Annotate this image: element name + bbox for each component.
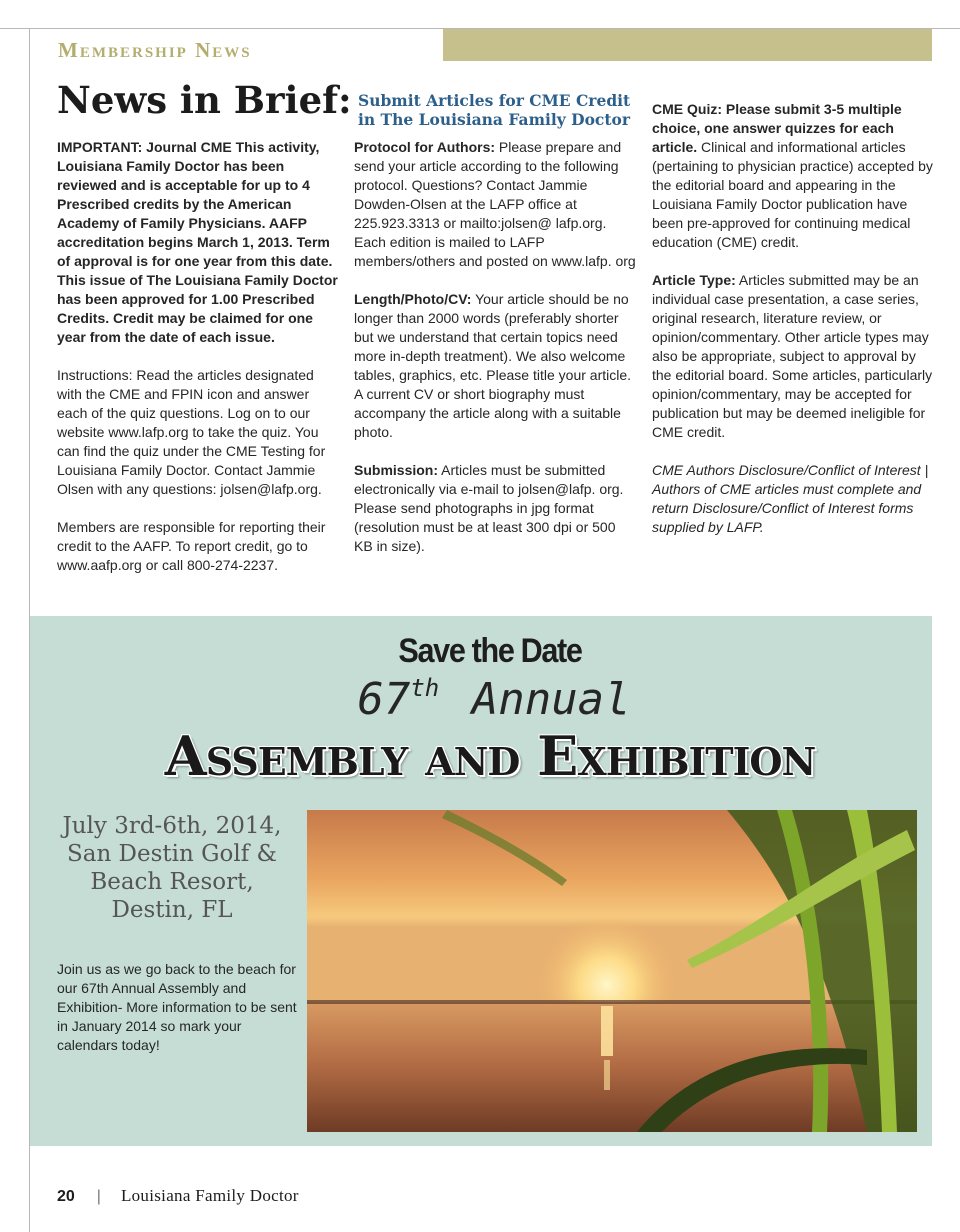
- event-venue-line-1: San Destin Golf &: [66, 841, 278, 867]
- annual-number: 67: [357, 674, 411, 725]
- protocol-label: Protocol for Authors:: [354, 139, 496, 155]
- event-date-line: July 3rd-6th, 2014,: [62, 813, 282, 839]
- save-the-date-heading: Save the Date: [398, 632, 582, 670]
- column-journal-cme: [57, 138, 339, 594]
- instructions-paragraph: Instructions: Read the articles designated with the CME and FPIN icon and answer each of the quiz questions. Log on to our website www.lafp.org to take the quiz. You can find the quiz under the CME Testing for Louisiana Family Doctor. Contact Jammie Olsen with any questions: jolsen@lafp.org.: [57, 367, 326, 497]
- protocol-paragraph: [354, 138, 636, 271]
- important-notice: IMPORTANT: Journal CME This activity, Louisiana Family Doctor has been reviewed and is acceptable for up to 4 Prescribed credits by the American Academy of Family Physicians. AAFP accreditation begins March 1, 2013. Term of approval is for one year from this date. This issue of The Louisiana Family Doctor has been approved for 1.00 Prescribed Credits. Credit may be claimed for one year from the date of each issue.: [57, 139, 338, 345]
- submission-label: Submission:: [354, 462, 439, 478]
- annual-ordinal: th: [410, 674, 440, 702]
- article-type-paragraph: [652, 271, 934, 442]
- event-city-line: Destin, FL: [111, 897, 233, 923]
- page-title: News in Brief:: [57, 78, 352, 122]
- column-submit-articles: [354, 138, 636, 575]
- beach-sunset-photo: [307, 810, 917, 1132]
- annual-heading: [0, 674, 960, 725]
- quiz-paragraph: [652, 100, 934, 252]
- article-type-text: Articles submitted may be an individual case presentation, a case series, original research, literature review, or opinion/commentary. Other article types may also be appropriate, subject to approval by the editorial board. Some articles, particularly opinion/commentary, may be accepted for publication but may be deemed ineligible for CME credit.: [652, 272, 933, 440]
- publication-name: Louisiana Family Doctor: [120, 1186, 299, 1205]
- length-text: Your article should be no longer than 2000 words (preferably shorter but we understand that certain topics need more in-depth treatment). We also welcome tables, graphics, etc. Please title your article. A current CV or short biography must accompany the article along with a suitable photo.: [354, 291, 632, 440]
- footer-separator: |: [96, 1188, 101, 1205]
- submission-text: Articles must be submitted electronically via e-mail to jolsen@lafp. org. Please send photographs in jpg format (resolution must be at least 300 dpi or 500 KB in size).: [354, 462, 624, 554]
- protocol-text: Please prepare and send your article according to the following protocol. Questions? Contact Jammie Dowden-Olsen at the LAFP office at 225.923.3313 or mailto:jolsen@ lafp.org. Each edition is mailed to LAFP members/others and posted on www.lafp. org: [354, 139, 636, 269]
- length-paragraph: [354, 290, 636, 442]
- disclosure-paragraph: CME Authors Disclosure/Conflict of Interest | Authors of CME articles must complete and return Disclosure/Conflict of Interest forms supplied by LAFP.: [652, 462, 929, 535]
- header-accent-bar: [443, 29, 932, 61]
- article-type-label: Article Type:: [652, 272, 736, 288]
- length-label: Length/Photo/CV:: [354, 291, 472, 307]
- assembly-heading: Assembly and Exhibition: [164, 724, 816, 788]
- submit-articles-title: Submit Articles for CME Credit in The Louisiana Family Doctor: [358, 91, 631, 129]
- quiz-text: Clinical and informational articles (pertaining to physician practice) accepted by the editorial board and appearing in the Louisiana Family Doctor publication have been pre-approved for continuing medical education (CME) credit.: [652, 139, 933, 250]
- event-date-location: [50, 812, 294, 924]
- column-cme-quiz: [652, 100, 934, 556]
- annual-word: Annual: [471, 674, 631, 725]
- section-kicker: Membership News: [58, 38, 252, 62]
- event-description: Join us as we go back to the beach for our 67th Annual Assembly and Exhibition- More information to be sent in January 2014 so mark your calendars today!: [57, 961, 297, 1053]
- event-venue-line-2: Beach Resort,: [90, 869, 254, 895]
- submission-paragraph: [354, 461, 636, 556]
- page-footer: [57, 1186, 299, 1206]
- page-number: 20: [57, 1188, 75, 1205]
- reporting-paragraph: Members are responsible for reporting their credit to the AAFP. To report credit, go to www.aafp.org or call 800-274-2237.: [57, 519, 326, 573]
- quiz-label: CME Quiz: Please submit 3-5 multiple choice, one answer quizzes for each article.: [652, 101, 902, 155]
